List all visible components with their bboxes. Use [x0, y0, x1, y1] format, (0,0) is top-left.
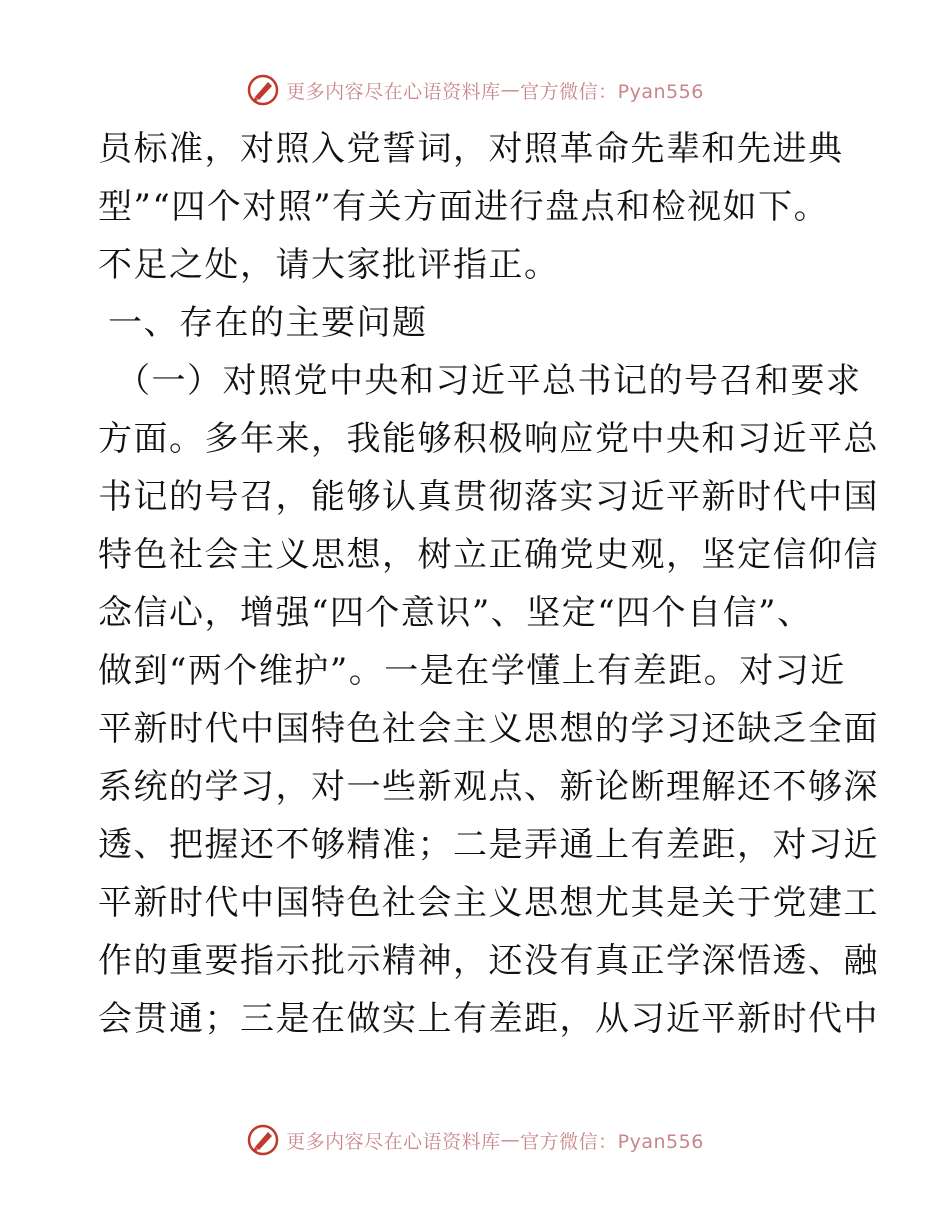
text-line: 作的重要指示批示精神，还没有真正学深悟透、融 — [98, 941, 879, 981]
document-body — [98, 120, 879, 1048]
banner-wechat-text: 官方微信：Pyan556 — [520, 80, 704, 103]
header-watermark-banner — [0, 70, 950, 110]
text-line: 念信心，增强“四个意识”、坚定“四个自信”、 — [98, 593, 813, 633]
text-line: 透、把握还不够精准；二是弄通上有差距，对习近 — [98, 825, 879, 865]
text-line: 书记的号召，能够认真贯彻落实习近平新时代中国 — [98, 477, 879, 517]
text-line: 型”“四个对照”有关方面进行盘点和检视如下。 — [98, 187, 830, 227]
section-heading: 一、存在的主要问题 — [108, 303, 428, 343]
subsection-heading-line: （一）对照党中央和习近平总书记的号召和要求 — [116, 361, 862, 401]
text-line: 平新时代中国特色社会主义思想尤其是关于党建工 — [98, 883, 879, 923]
text-line: 不足之处，请大家批评指正。 — [98, 245, 560, 285]
banner-separator: — — [500, 1129, 521, 1151]
pen-nib-logo-icon — [246, 73, 280, 107]
footer-watermark-banner — [0, 1120, 950, 1160]
text-line: 系统的学习，对一些新观点、新论断理解还不够深 — [98, 767, 879, 807]
banner-wechat-text: 官方微信：Pyan556 — [520, 1130, 704, 1153]
banner-main-text: 更多内容尽在心语资料库 — [286, 80, 501, 103]
banner-separator: — — [500, 79, 521, 101]
text-line: 平新时代中国特色社会主义思想的学习还缺乏全面 — [98, 709, 879, 749]
text-line: 做到“两个维护”。一是在学懂上有差距。对习近 — [98, 651, 846, 691]
pen-nib-logo-icon — [246, 1123, 280, 1157]
text-line: 员标准，对照入党誓词，对照革命先辈和先进典 — [98, 129, 844, 169]
text-line: 方面。多年来，我能够积极响应党中央和习近平总 — [98, 419, 879, 459]
banner-main-text: 更多内容尽在心语资料库 — [286, 1130, 501, 1153]
text-line: 特色社会主义思想，树立正确党史观，坚定信仰信 — [98, 535, 879, 575]
text-line: 会贯通；三是在做实上有差距，从习近平新时代中 — [98, 999, 879, 1039]
